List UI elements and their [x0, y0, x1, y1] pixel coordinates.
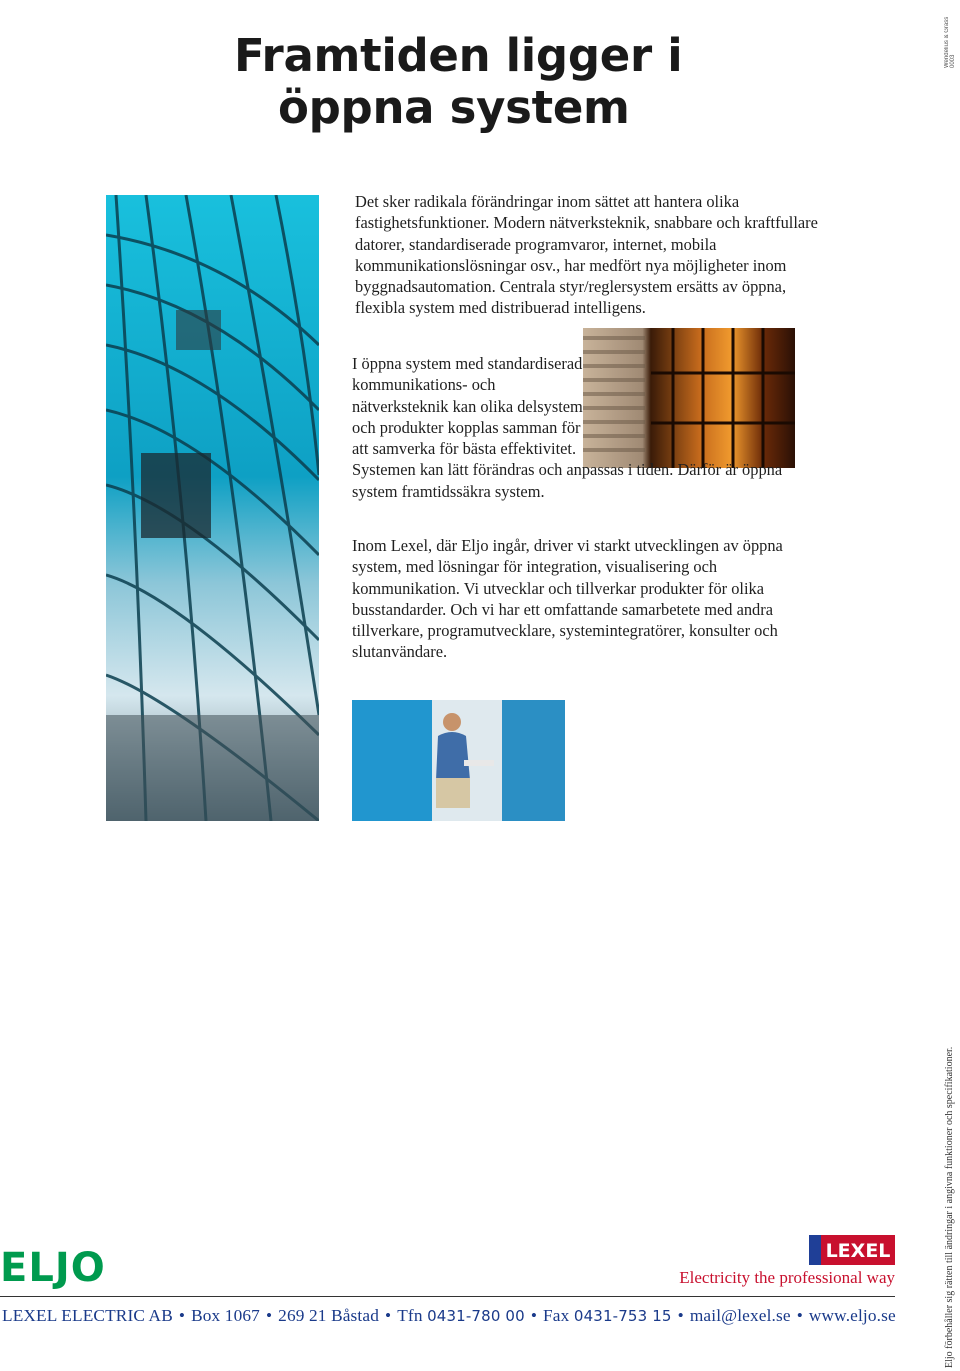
office-worker-photo: [352, 700, 565, 821]
glass-building-photo: [106, 195, 319, 821]
lexel-logo-text: LEXEL: [825, 1240, 891, 1262]
open-systems-text-wrapped: I öppna system med standardiserad kommunikations- och nätverksteknik kan olika delsystem och produkter kopplas samman för att samverka för bästa effektivitet.: [352, 354, 583, 459]
fax-number: 0431-753 15: [573, 1307, 672, 1325]
page-title: [234, 30, 682, 134]
contact-line: LEXEL ELECTRIC AB • Box 1067 • 269 21 Båstad • Tfn 0431-780 00 • Fax 0431-753 15 • mail@lexel.se • www.eljo.se: [2, 1306, 896, 1325]
phone-number: 0431-780 00: [427, 1307, 525, 1325]
slogan: Electricity the professional way: [679, 1268, 895, 1287]
email-link[interactable]: mail@lexel.se: [689, 1306, 791, 1325]
website-link[interactable]: www.eljo.se: [808, 1306, 896, 1325]
postal-address: 269 21 Båstad: [278, 1306, 379, 1325]
intro-paragraph: Det sker radikala förändringar inom sättet att hantera olika fastighetsfunktioner. Modern nätverksteknik, snabbare och kraftfullare datorer, standardiserade programvaror, internet, mobila kommunikationslösningar osv., har medfört nya möjligheter inom byggnadsautomation. Centrala styr/reglersystem ersätts av öppna, flexibla system med distribuerad intelligens.: [355, 192, 818, 318]
footer-divider: [0, 1296, 895, 1297]
eljo-logo: ELJO: [0, 1245, 106, 1291]
agency-credit: Wendelius & Grass 0003: [944, 16, 956, 68]
title-line-2: öppna system: [278, 81, 630, 134]
disclaimer: Eljo förbehåller sig rätten till ändringar i angivna funktioner och specifikationer.: [944, 1046, 955, 1368]
company-name: LEXEL ELECTRIC AB: [2, 1306, 173, 1325]
open-systems-paragraph: [352, 353, 792, 502]
postbox: Box 1067: [191, 1306, 260, 1325]
title-line-1: Framtiden ligger i: [234, 29, 683, 82]
phone-label: Tfn: [397, 1306, 423, 1325]
fax-label: Fax: [543, 1306, 570, 1325]
open-systems-text-full: Systemen kan lätt förändras och anpassas i tiden. Därför är öppna system framtidssäkra system.: [352, 460, 783, 501]
lexel-paragraph: Inom Lexel, där Eljo ingår, driver vi starkt utvecklingen av öppna system, med lösningar för integration, visualisering och kommunikation. Vi utvecklar och tillverkar produkter för olika busstandarder. Och vi har ett omfattande samarbetete med andra tillverkare, programutvecklare, systemintegratörer, konsulter och slutanvändare.: [352, 536, 783, 662]
lexel-logo: [809, 1235, 895, 1265]
